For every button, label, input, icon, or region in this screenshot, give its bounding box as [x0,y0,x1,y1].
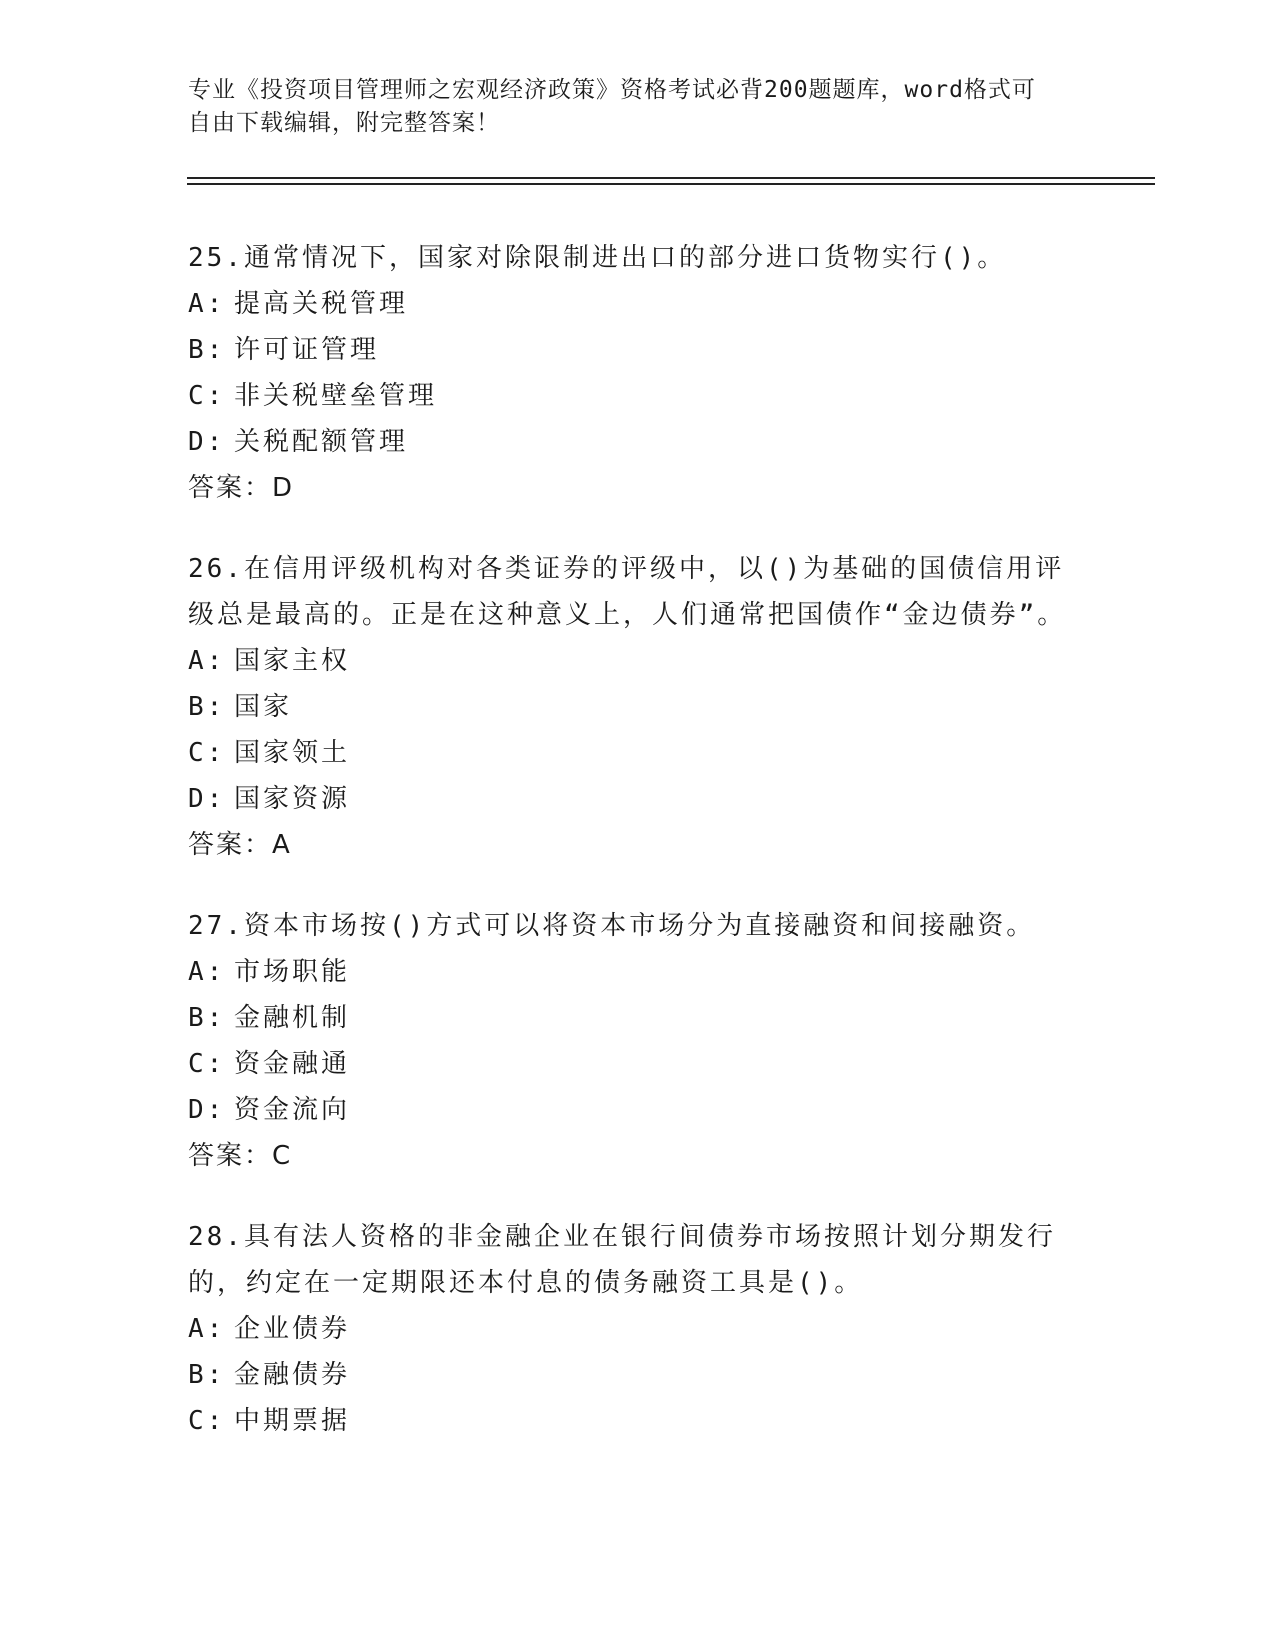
option-text: 中期票据 [234,1406,351,1436]
option-text: 资金融通 [234,1049,351,1079]
question-28 [188,1214,1088,1444]
question-stem: 25.通常情况下，国家对除限制进出口的部分进口货物实行()。 [188,243,1007,273]
option-text: 金融债券 [234,1360,351,1390]
answer-line: 答案：C [188,1141,293,1171]
option-key: C: [188,1406,226,1436]
question-stem: 28.具有法人资格的非金融企业在银行间债券市场按照计划分期发行的，约定在一定期限还本付息的债务融资工具是()。 [188,1222,1056,1298]
option-key: B: [188,1360,226,1390]
header-line-1: 专业《投资项目管理师之宏观经济政策》资格考试必背200题题库，word格式可 [188,77,1036,103]
option-text: 企业债券 [234,1314,351,1344]
option-key: C: [188,738,226,768]
option-key: B: [188,1003,226,1033]
answer-line: 答案：A [188,830,292,860]
option-d [188,776,1088,822]
option-key: B: [188,692,226,722]
option-text: 关税配额管理 [234,427,409,457]
question-27 [188,903,1088,1179]
question-stem: 27.资本市场按()方式可以将资本市场分为直接融资和间接融资。 [188,911,1036,941]
question-stem: 26.在信用评级机构对各类证券的评级中，以()为基础的国债信用评级总是最高的。正是在这种意义上，人们通常把国债作“金边债券”。 [188,554,1067,630]
option-text: 金融机制 [234,1003,351,1033]
header-divider-bottom [187,183,1155,185]
question-25 [188,235,1088,511]
option-key: A: [188,1314,226,1344]
option-text: 提高关税管理 [234,289,409,319]
question-list [188,235,1088,1479]
option-key: D: [188,784,226,814]
option-a [188,949,1088,995]
option-text: 国家主权 [234,646,351,676]
option-d [188,419,1088,465]
option-key: A: [188,957,226,987]
option-c [188,1398,1088,1444]
question-26 [188,546,1088,868]
option-b [188,327,1088,373]
option-text: 许可证管理 [234,335,380,365]
document-header [188,74,1088,140]
option-c [188,730,1088,776]
option-a [188,281,1088,327]
option-text: 国家领土 [234,738,351,768]
option-d [188,1087,1088,1133]
option-text: 国家 [234,692,293,722]
option-a [188,1306,1088,1352]
option-b [188,995,1088,1041]
option-text: 国家资源 [234,784,351,814]
option-key: A: [188,646,226,676]
option-a [188,638,1088,684]
option-key: D: [188,1095,226,1125]
option-c [188,1041,1088,1087]
option-text: 非关税壁垒管理 [234,381,438,411]
option-text: 市场职能 [234,957,351,987]
option-key: A: [188,289,226,319]
option-c [188,373,1088,419]
option-key: D: [188,427,226,457]
option-key: B: [188,335,226,365]
answer-line: 答案：D [188,473,295,503]
option-text: 资金流向 [234,1095,351,1125]
option-key: C: [188,1049,226,1079]
header-divider-top [187,177,1155,179]
header-line-2: 自由下载编辑，附完整答案！ [188,110,500,136]
option-b [188,1352,1088,1398]
option-b [188,684,1088,730]
option-key: C: [188,381,226,411]
